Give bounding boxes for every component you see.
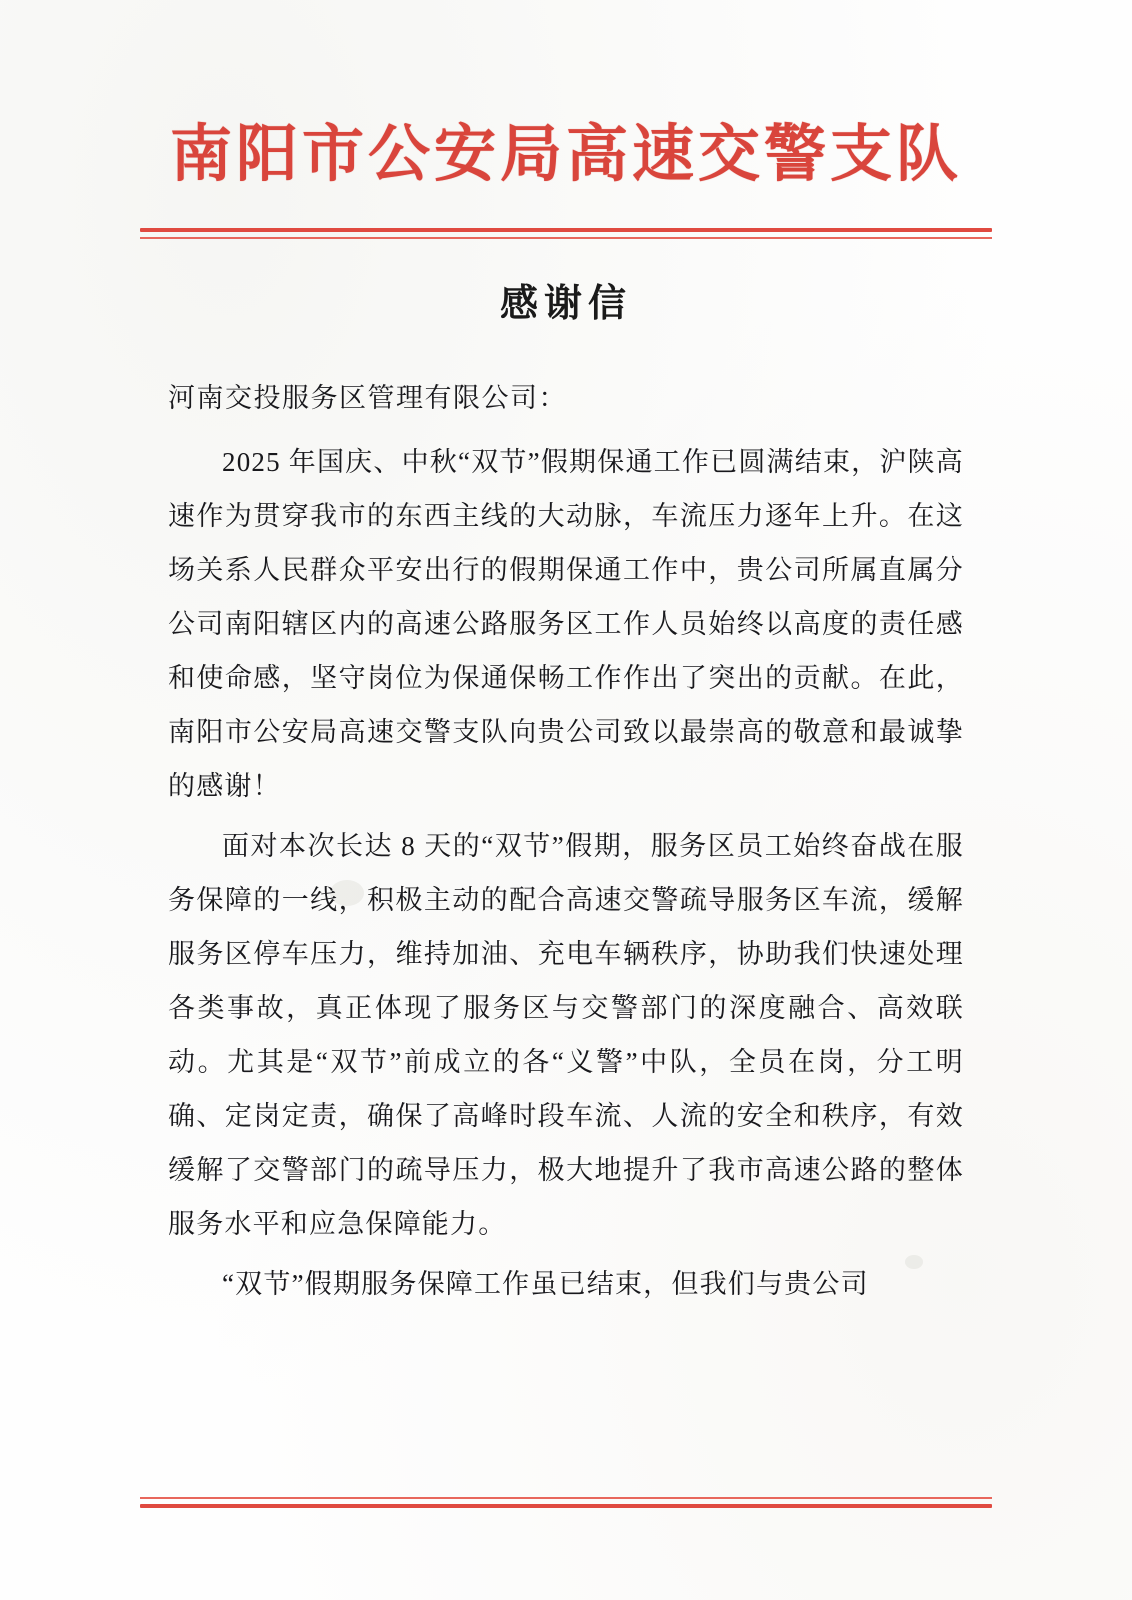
header-divider-thick (140, 228, 992, 232)
body-paragraph: 2025 年国庆、中秋“双节”假期保通工作已圆满结束，沪陕高速作为贯穿我市的东西主线的大动脉，车流压力逐年上升。在这场关系人民群众平安出行的假期保通工作中，贵公司所属直属分公司南阳辖区内的高速公路服务区工作人员始终以高度的责任感和使命感，坚守岗位为保通保畅工作作出了突出的贡献。在此，南阳市公安局高速交警支队向贵公司致以最崇高的敬意和最诚挚的感谢！ (168, 446, 964, 801)
header-divider (140, 228, 992, 239)
footer-divider-thin (140, 1497, 992, 1499)
body-paragraph: 面对本次长达 8 天的“双节”假期，服务区员工始终奋战在服务保障的一线，积极主动的配合高速交警疏导服务区车流，缓解服务区停车压力，维持加油、充电车辆秩序，协助我们快速处理各类事故，真正体现了服务区与交警部门的深度融合、高效联动。尤其是“双节”前成立的各“义警”中队，全员在岗，分工明确、定岗定责，确保了高峰时段车流、人流的安全和秩序，有效缓解了交警部门的疏导压力，极大地提升了我市高速公路的整体服务水平和应急保障能力。 (168, 830, 964, 1239)
letterhead-title: 南阳市公安局高速交警支队 (169, 117, 962, 190)
footer-divider (140, 1497, 992, 1508)
body-paragraph: “双节”假期服务保障工作虽已结束，但我们与贵公司 (222, 1268, 869, 1299)
letterhead (0, 117, 1132, 190)
letter-body (168, 378, 964, 1317)
salutation: 河南交投服务区管理有限公司： (168, 383, 567, 413)
header-divider-thin (140, 237, 992, 239)
footer-divider-thick (140, 1504, 992, 1508)
document-title: 感谢信 (499, 280, 632, 325)
